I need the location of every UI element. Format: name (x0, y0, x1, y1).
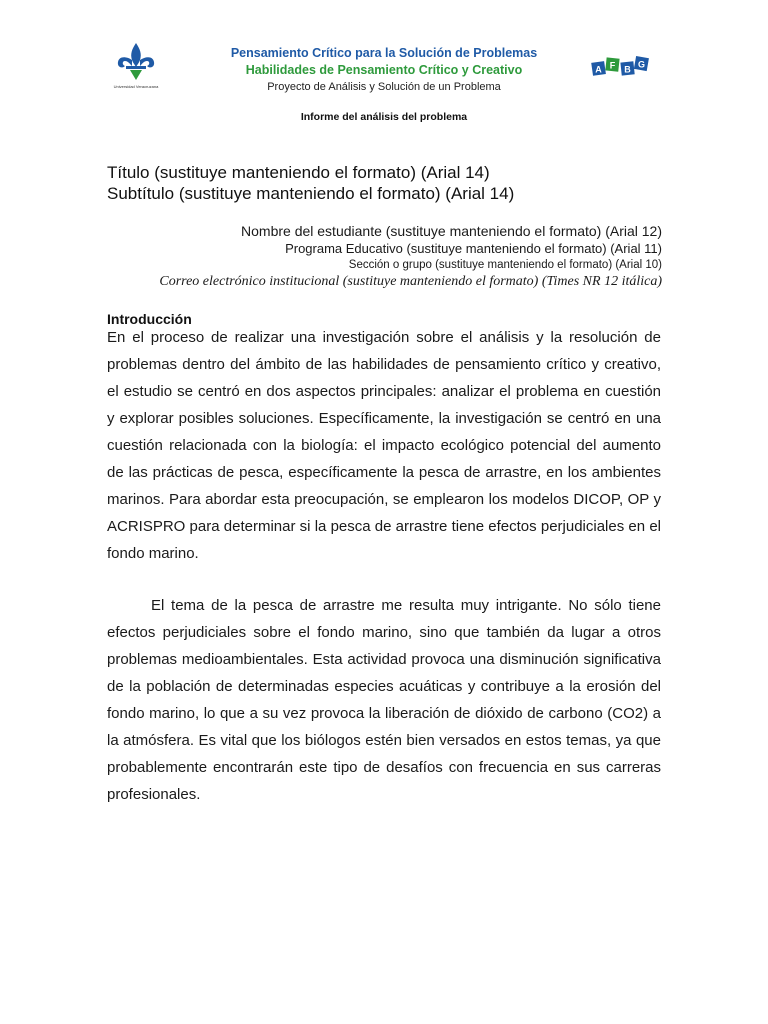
section-group: Sección o grupo (sustituye manteniendo el formato) (Arial 10) (348, 259, 662, 271)
student-name: Nombre del estudiante (sustituye manteniendo el formato) (Arial 12) (241, 223, 662, 239)
svg-text:B: B (624, 64, 631, 75)
svg-text:G: G (637, 59, 646, 70)
educational-program: Programa Educativo (sustituye manteniendo el formato) (Arial 11) (285, 241, 662, 256)
course-subtitle: Habilidades de Pensamiento Crítico y Creativo (245, 63, 523, 77)
university-logo (106, 40, 166, 92)
institutional-email: Correo electrónico institucional (sustituye manteniendo el formato) (Times NR 12 itálica) (159, 274, 662, 289)
fleur-de-lis-icon (106, 40, 166, 84)
afbg-tile-g (634, 56, 649, 71)
document-header (170, 44, 598, 96)
section-heading: Introducción (107, 311, 192, 327)
report-title: Informe del análisis del problema (300, 111, 468, 123)
title-block (107, 162, 514, 204)
document-subtitle: Subtítulo (sustituye manteniendo el formato) (Arial 14) (107, 184, 515, 203)
afbg-tile-f (605, 57, 619, 71)
svg-text:F: F (609, 60, 616, 71)
intro-paragraph-1: En el proceso de realizar una investigación sobre el análisis y la resolución de problemas dentro del ámbito de las habilidades de pensamiento crítico y creativo, el estudio se centró en dos aspectos principales: analizar el problema en cuestión y explorar posibles soluciones. Específicamente, la investigación se centró en una cuestión relacionada con la biología: el impacto ecológico potencial del aumento de las prácticas de pesca, específicamente la pesca de arrastre, en los ambientes marinos. Para abordar esta preocupación, se emplearon los modelos DICOP, OP y ACRISPRO para determinar si la pesca de arrastre tiene efectos perjudiciales en el fondo marino. (107, 329, 661, 562)
project-name: Proyecto de Análisis y Solución de un Problema (267, 81, 501, 93)
svg-text:A: A (595, 64, 602, 75)
university-logo-caption: Universidad Veracruzana (113, 84, 159, 89)
course-title: Pensamiento Crítico para la Solución de Problemas (230, 46, 538, 60)
document-title: Título (sustituye manteniendo el formato) (Arial 14) (107, 163, 490, 182)
intro-paragraph-2: El tema de la pesca de arrastre me resulta muy intrigante. No sólo tiene efectos perjudiciales sobre el fondo marino, sino que también da lugar a otros problemas medioambientales. Esta actividad provoca una disminución significativa de la población de determinadas especies acuáticas y contribuye a la erosión del fondo marino, lo que a su vez provoca la liberación de dióxido de carbono (CO2) a la atmósfera. Es vital que los biólogos estén bien versados en estos temas, ya que probablemente encontrarán este tipo de desafíos con frecuencia en sus carreras profesionales. (107, 597, 661, 803)
afbg-logo (590, 54, 652, 80)
author-info (159, 222, 662, 291)
afbg-tile-a (591, 61, 606, 76)
afbg-tile-b (620, 61, 634, 75)
